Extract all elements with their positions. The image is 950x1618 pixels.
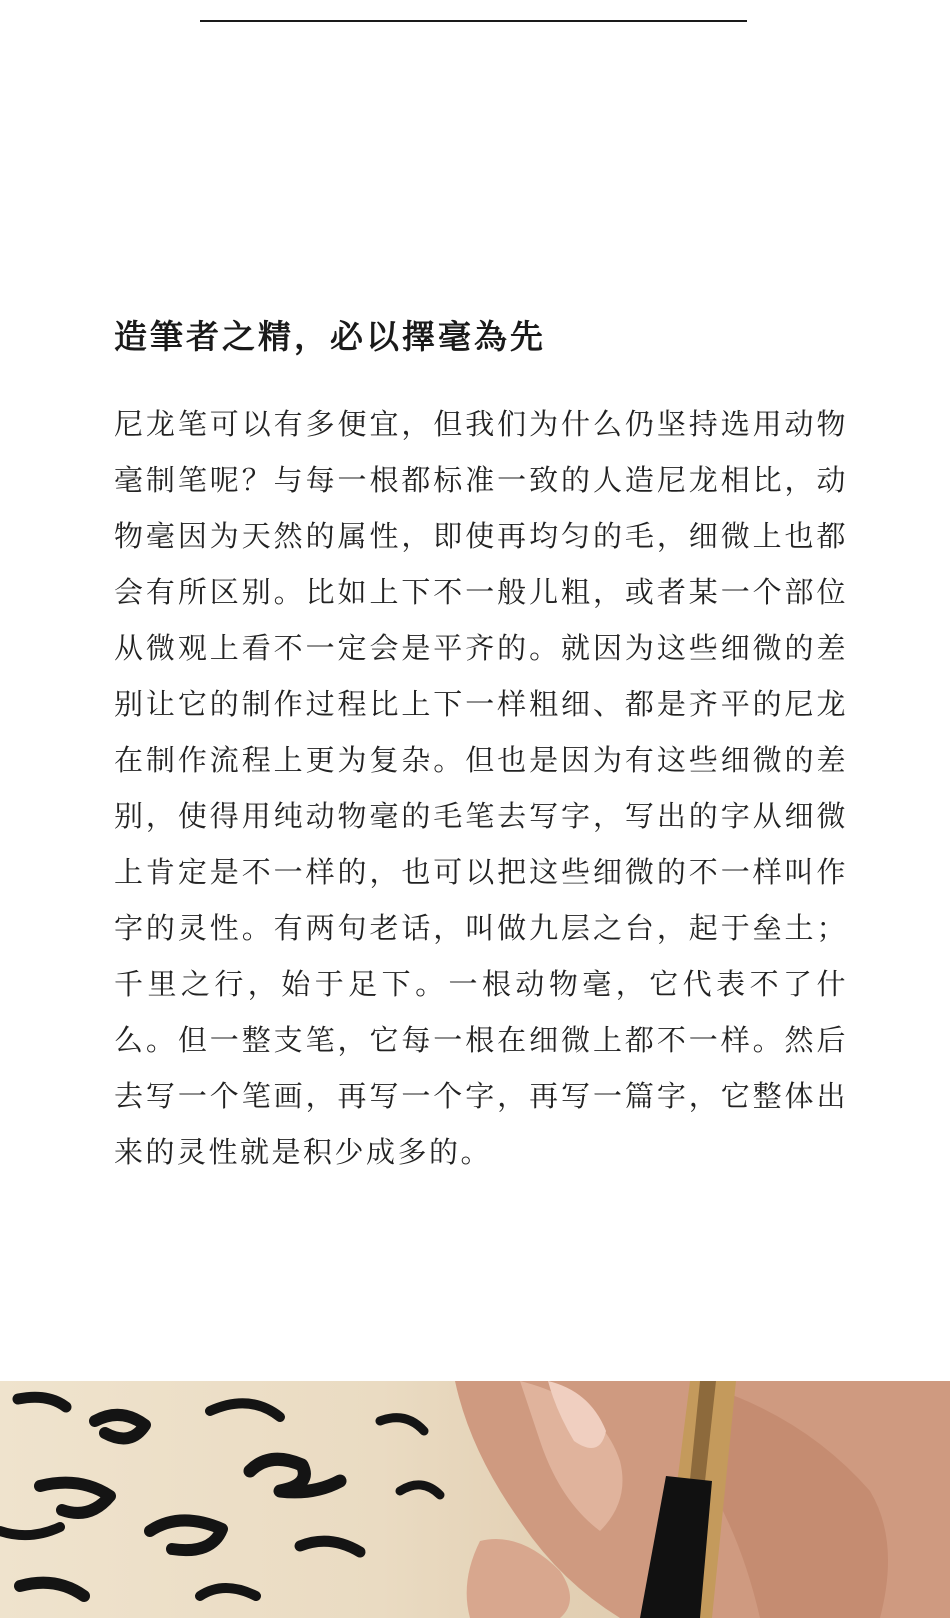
title-underline — [200, 20, 747, 22]
section-heading: 造筆者之精，必以擇毫為先 — [114, 317, 546, 357]
cropped-title-glyphs — [260, 0, 690, 8]
calligraphy-photo-illustration — [0, 1381, 950, 1618]
ink-strokes — [0, 1397, 440, 1596]
calligraphy-photo — [0, 1381, 950, 1618]
top-title-fragment — [200, 0, 747, 20]
article-body: 尼龙笔可以有多便宜，但我们为什么仍坚持选用动物毫制笔呢？与每一根都标准一致的人造尼龙相比，动物毫因为天然的属性，即使再均匀的毛，细微上也都会有所区别。比如上下不一般儿粗，或者某一个部位从微观上看不一定会是平齐的。就因为这些细微的差别让它的制作过程比上下一样粗细、都是齐平的尼龙在制作流程上更为复杂。但也是因为有这些细微的差别，使得用纯动物毫的毛笔去写字，写出的字从细微上肯定是不一样的，也可以把这些细微的不一样叫作字的灵性。有两句老话，叫做九层之台，起于垒土；千里之行，始于足下。一根动物毫，它代表不了什么。但一整支笔，它每一根在细微上都不一样。然后去写一个笔画，再写一个字，再写一篇字，它整体出来的灵性就是积少成多的。 — [114, 407, 848, 1169]
